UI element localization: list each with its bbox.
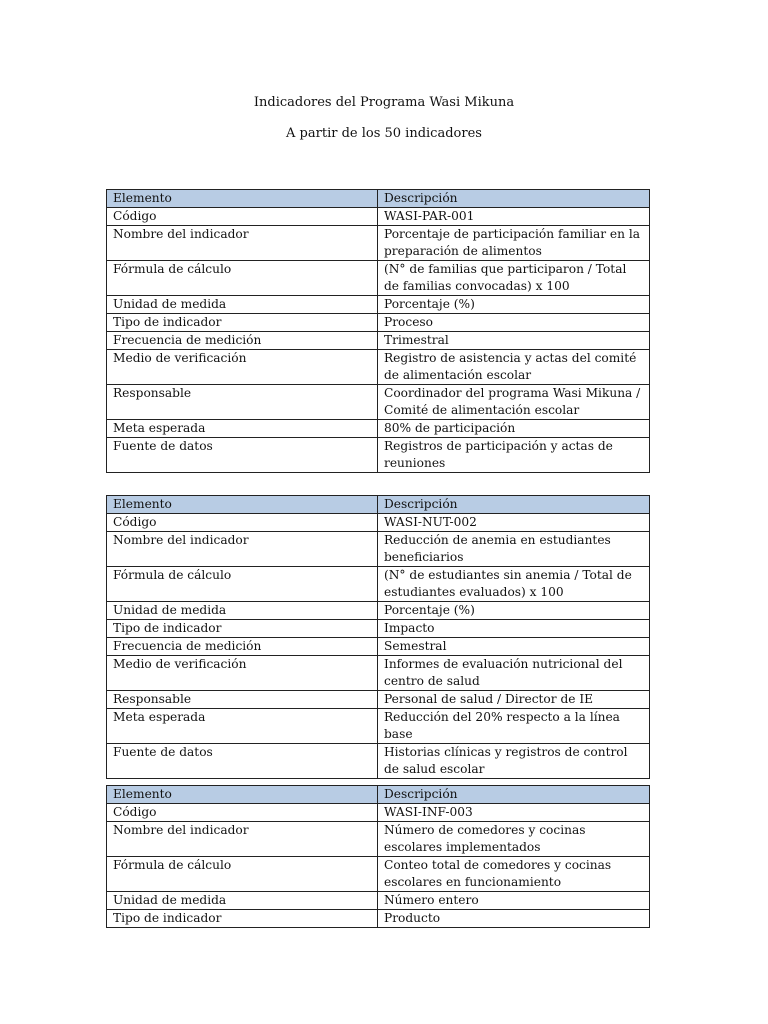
row-label: Unidad de medida	[107, 892, 378, 910]
row-label: Tipo de indicador	[107, 910, 378, 928]
table-row	[107, 638, 650, 656]
table-row	[107, 744, 650, 779]
table-header-row	[107, 190, 650, 208]
table-row	[107, 602, 650, 620]
table-row	[107, 385, 650, 420]
row-label: Código	[107, 804, 378, 822]
row-value: Semestral	[378, 638, 650, 656]
header-cell-description: Descripción	[378, 190, 650, 208]
row-value: 80% de participación	[378, 420, 650, 438]
table-header-row	[107, 496, 650, 514]
table-row	[107, 350, 650, 385]
row-label: Código	[107, 514, 378, 532]
table-header-row	[107, 786, 650, 804]
row-value: (N° de estudiantes sin anemia / Total de estudiantes evaluados) x 100	[378, 567, 650, 602]
row-value: Historias clínicas y registros de control de salud escolar	[378, 744, 650, 779]
row-label: Fuente de datos	[107, 744, 378, 779]
table-row	[107, 709, 650, 744]
row-label: Meta esperada	[107, 420, 378, 438]
header-cell-description: Descripción	[378, 786, 650, 804]
row-value: Coordinador del programa Wasi Mikuna / Comité de alimentación escolar	[378, 385, 650, 420]
row-value: Porcentaje (%)	[378, 602, 650, 620]
table-row	[107, 314, 650, 332]
row-value: Reducción del 20% respecto a la línea base	[378, 709, 650, 744]
table-row	[107, 822, 650, 857]
row-value: Reducción de anemia en estudiantes beneficiarios	[378, 532, 650, 567]
row-label: Fórmula de cálculo	[107, 261, 378, 296]
table-row	[107, 567, 650, 602]
row-label: Medio de verificación	[107, 350, 378, 385]
table-row	[107, 261, 650, 296]
row-value: WASI-PAR-001	[378, 208, 650, 226]
table-row	[107, 804, 650, 822]
header-cell-element: Elemento	[107, 190, 378, 208]
row-value: WASI-NUT-002	[378, 514, 650, 532]
table-row	[107, 620, 650, 638]
table-row	[107, 691, 650, 709]
row-label: Tipo de indicador	[107, 620, 378, 638]
row-label: Nombre del indicador	[107, 822, 378, 857]
table-row	[107, 420, 650, 438]
row-label: Medio de verificación	[107, 656, 378, 691]
header-cell-element: Elemento	[107, 496, 378, 514]
row-label: Unidad de medida	[107, 296, 378, 314]
row-value: Porcentaje de participación familiar en la preparación de alimentos	[378, 226, 650, 261]
row-value: Proceso	[378, 314, 650, 332]
row-label: Fórmula de cálculo	[107, 857, 378, 892]
row-value: Conteo total de comedores y cocinas escolares en funcionamiento	[378, 857, 650, 892]
table-row	[107, 296, 650, 314]
row-value: Impacto	[378, 620, 650, 638]
row-label: Responsable	[107, 691, 378, 709]
page-title: Indicadores del Programa Wasi Mikuna	[253, 95, 515, 110]
table-row	[107, 438, 650, 473]
indicator-table-1	[106, 189, 650, 473]
row-label: Nombre del indicador	[107, 532, 378, 567]
row-label: Frecuencia de medición	[107, 332, 378, 350]
table-row	[107, 208, 650, 226]
row-value: Registros de participación y actas de reuniones	[378, 438, 650, 473]
table-row	[107, 892, 650, 910]
row-label: Código	[107, 208, 378, 226]
row-label: Fuente de datos	[107, 438, 378, 473]
row-label: Fórmula de cálculo	[107, 567, 378, 602]
row-value: WASI-INF-003	[378, 804, 650, 822]
indicator-table-3	[106, 785, 650, 928]
table-row	[107, 857, 650, 892]
row-value: Trimestral	[378, 332, 650, 350]
row-value: Producto	[378, 910, 650, 928]
table-row	[107, 656, 650, 691]
row-value: (N° de familias que participaron / Total de familias convocadas) x 100	[378, 261, 650, 296]
header-cell-description: Descripción	[378, 496, 650, 514]
row-label: Unidad de medida	[107, 602, 378, 620]
row-value: Personal de salud / Director de IE	[378, 691, 650, 709]
header-cell-element: Elemento	[107, 786, 378, 804]
row-label: Nombre del indicador	[107, 226, 378, 261]
row-value: Informes de evaluación nutricional del centro de salud	[378, 656, 650, 691]
row-value: Número de comedores y cocinas escolares implementados	[378, 822, 650, 857]
table-row	[107, 514, 650, 532]
row-label: Meta esperada	[107, 709, 378, 744]
table-row	[107, 332, 650, 350]
row-label: Tipo de indicador	[107, 314, 378, 332]
table-row	[107, 532, 650, 567]
page-subtitle: A partir de los 50 indicadores	[286, 126, 482, 141]
row-value: Porcentaje (%)	[378, 296, 650, 314]
indicator-table-2	[106, 495, 650, 779]
row-label: Responsable	[107, 385, 378, 420]
row-value: Número entero	[378, 892, 650, 910]
table-row	[107, 226, 650, 261]
row-value: Registro de asistencia y actas del comité de alimentación escolar	[378, 350, 650, 385]
row-label: Frecuencia de medición	[107, 638, 378, 656]
table-row	[107, 910, 650, 928]
